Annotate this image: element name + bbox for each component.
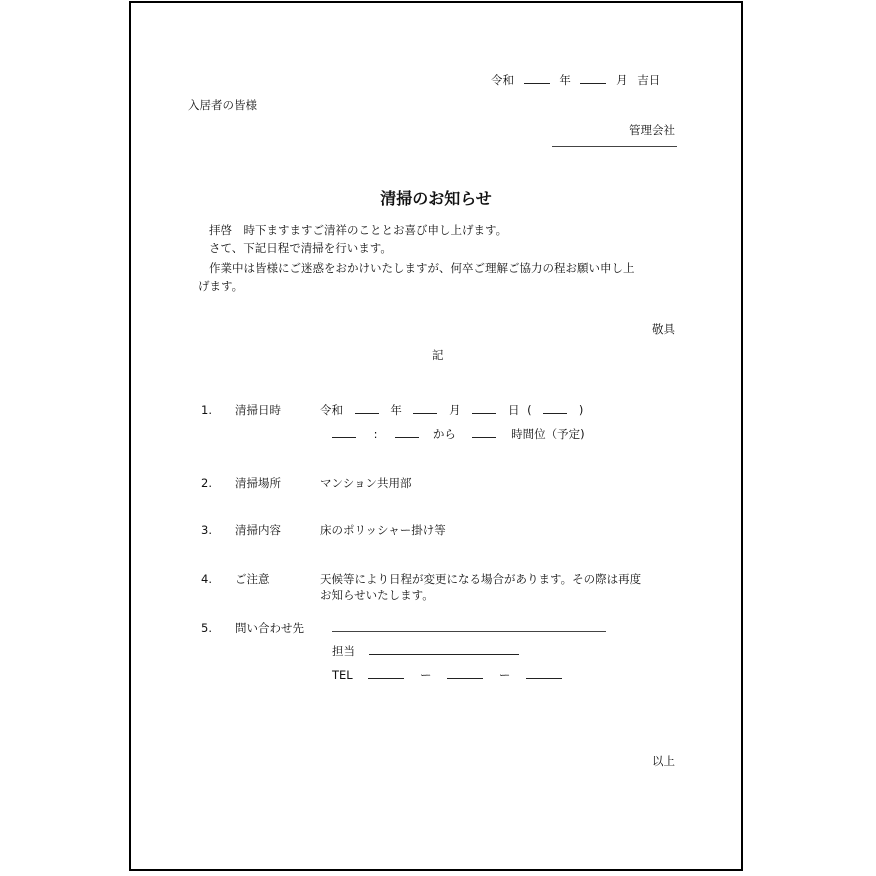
issue-date bbox=[491, 72, 660, 88]
item-number-2: 2. bbox=[201, 476, 212, 490]
date-month-blank bbox=[413, 402, 437, 414]
time-colon: : bbox=[373, 427, 378, 441]
schedule-date bbox=[320, 402, 583, 418]
body-line-2: さて、下記日程で清掃を行います。 bbox=[209, 241, 392, 255]
weekday-blank bbox=[543, 402, 567, 414]
contact-person bbox=[332, 643, 519, 659]
item-label-content: 清掃内容 bbox=[235, 523, 281, 537]
tel-dash-1: ー bbox=[420, 668, 432, 682]
item-label-place: 清掃場所 bbox=[235, 476, 281, 490]
person-blank bbox=[369, 643, 519, 655]
time-approx: 時間位（予定) bbox=[511, 427, 585, 441]
sender-underline bbox=[552, 146, 677, 147]
year-suffix: 年 bbox=[559, 73, 571, 87]
time-from: から bbox=[432, 427, 456, 441]
era-label: 令和 bbox=[491, 73, 514, 87]
year-blank bbox=[524, 72, 550, 84]
item-number-3: 3. bbox=[201, 523, 212, 537]
body-line-3: 作業中は皆様にご迷惑をおかけいたしますが、何卒ご理解ご協力の程お願い申し上 bbox=[209, 261, 635, 275]
paren-open: ( bbox=[527, 403, 532, 417]
tel-blank-3 bbox=[526, 667, 562, 679]
person-label: 担当 bbox=[332, 644, 355, 658]
schedule-time bbox=[332, 426, 585, 442]
recipient: 入居者の皆様 bbox=[188, 98, 257, 112]
closing: 敬具 bbox=[652, 322, 675, 336]
item-value-content: 床のポリッシャー掛け等 bbox=[320, 523, 446, 537]
tel-dash-2: ー bbox=[498, 668, 511, 682]
tel-label: TEL bbox=[332, 668, 353, 682]
item-label-date: 清掃日時 bbox=[235, 403, 281, 417]
date-month: 月 bbox=[449, 403, 461, 417]
sender: 管理会社 bbox=[629, 123, 675, 137]
contact-org-line bbox=[332, 631, 606, 632]
month-blank bbox=[580, 72, 606, 84]
body-line-4: げます。 bbox=[198, 279, 244, 293]
hour-blank bbox=[332, 426, 356, 438]
page-title: 清掃のお知らせ bbox=[380, 189, 492, 208]
date-day-blank bbox=[472, 402, 496, 414]
date-day: 日 bbox=[507, 403, 520, 417]
minute-blank bbox=[395, 426, 419, 438]
month-suffix: 月 bbox=[616, 73, 628, 87]
tel-blank-2 bbox=[447, 667, 483, 679]
date-year: 年 bbox=[390, 403, 402, 417]
item-value-place: マンション共用部 bbox=[320, 476, 412, 490]
item-label-contact: 問い合わせ先 bbox=[235, 621, 304, 635]
item-value-notice-line2-clipped bbox=[320, 587, 434, 602]
ki-heading: 記 bbox=[432, 348, 444, 362]
item-value-notice-line1: 天候等により日程が変更になる場合があります。その際は再度 bbox=[320, 572, 642, 586]
end-mark: 以上 bbox=[652, 754, 675, 768]
body-line-1: 拝啓 時下ますますご清祥のこととお喜び申し上げます。 bbox=[209, 223, 508, 237]
item-number-1: 1. bbox=[201, 403, 212, 417]
notice-line2-text: お知らせいたします。 bbox=[320, 588, 434, 602]
document-page bbox=[129, 1, 743, 871]
date-era: 令和 bbox=[320, 403, 343, 417]
item-label-notice: ご注意 bbox=[235, 572, 270, 586]
item-number-4: 4. bbox=[201, 572, 212, 586]
tel-blank-1 bbox=[368, 667, 404, 679]
duration-blank bbox=[472, 426, 496, 438]
day-text: 吉日 bbox=[637, 73, 661, 87]
paren-close: ) bbox=[578, 403, 584, 417]
date-year-blank bbox=[355, 402, 379, 414]
contact-tel bbox=[332, 667, 562, 683]
item-number-5: 5. bbox=[201, 621, 212, 635]
